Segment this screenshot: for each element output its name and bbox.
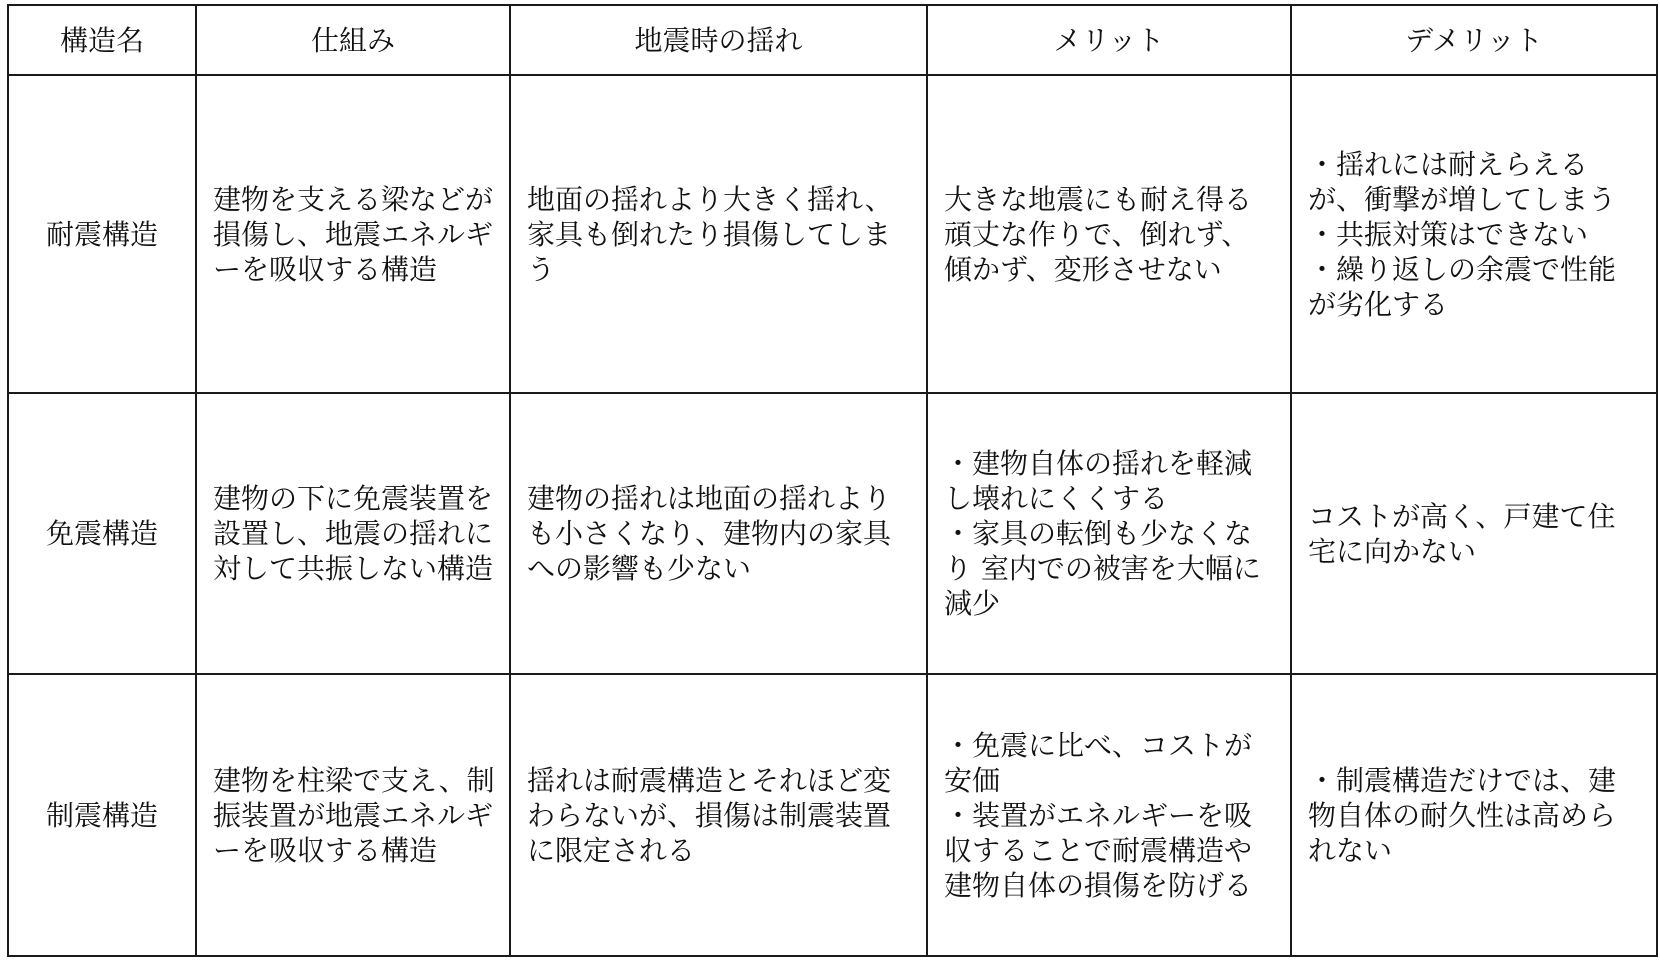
merit-line: ・免震に比べ、コストが安価 xyxy=(944,728,1253,797)
demerits-cell xyxy=(1291,393,1657,674)
shaking-cell: 揺れは耐震構造とそれほど変わらないが、損傷は制震装置に限定される xyxy=(510,674,927,956)
mechanism-cell: 建物を支える梁などが損傷し、地震エネルギーを吸収する構造 xyxy=(196,75,510,393)
shaking-cell: 地面の揺れより大きく揺れ、家具も倒れたり損傷してしまう xyxy=(510,75,927,393)
demerits-cell xyxy=(1291,674,1657,956)
demerit-line: コストが高く、戸建て住宅に向かない xyxy=(1308,499,1616,568)
structure-name-cell: 耐震構造 xyxy=(8,75,196,393)
table-row xyxy=(8,75,1657,393)
mechanism-cell: 建物の下に免震装置を設置し、地震の揺れに対して共振しない構造 xyxy=(196,393,510,674)
table-row xyxy=(8,393,1657,674)
merit-line: ・家具の転倒も少なくなり 室内での被害を大幅に減少 xyxy=(944,517,1261,620)
demerit-line: ・繰り返しの余震で性能が劣化する xyxy=(1308,252,1617,321)
demerits-cell xyxy=(1291,75,1657,393)
structure-name-cell: 制震構造 xyxy=(8,674,196,956)
header-mechanism: 仕組み xyxy=(196,5,510,75)
shaking-cell: 建物の揺れは地面の揺れよりも小さくなり、建物内の家具への影響も少ない xyxy=(510,393,927,674)
demerit-line: ・共振対策はできない xyxy=(1308,217,1589,251)
seismic-structure-comparison-table xyxy=(7,4,1658,957)
comparison-table-wrapper xyxy=(7,4,1658,957)
merit-line: ・建物自体の揺れを軽減し壊れにくくする xyxy=(944,447,1253,515)
table-row xyxy=(8,674,1657,956)
demerit-line: ・揺れには耐えらえるが、衝撃が増してしまう xyxy=(1308,147,1617,216)
mechanism-cell: 建物を柱梁で支え、制振装置が地震エネルギーを吸収する構造 xyxy=(196,674,510,956)
header-merits: メリット xyxy=(927,5,1291,75)
merits-cell xyxy=(927,75,1291,393)
table-header-row xyxy=(8,5,1657,75)
merit-line: 大きな地震にも耐え得る頑丈な作りで、倒れず、傾かず、変形させない xyxy=(944,182,1253,286)
header-demerits: デメリット xyxy=(1291,5,1657,75)
merit-line: ・装置がエネルギーを吸収することで耐震構造や建物自体の損傷を防げる xyxy=(944,798,1253,902)
structure-name-cell: 免震構造 xyxy=(8,393,196,674)
merits-cell xyxy=(927,674,1291,956)
merits-cell xyxy=(927,393,1291,674)
header-structure-name: 構造名 xyxy=(8,5,196,75)
header-shaking: 地震時の揺れ xyxy=(510,5,927,75)
demerit-line: ・制震構造だけでは、建物自体の耐久性は高められない xyxy=(1308,763,1617,867)
